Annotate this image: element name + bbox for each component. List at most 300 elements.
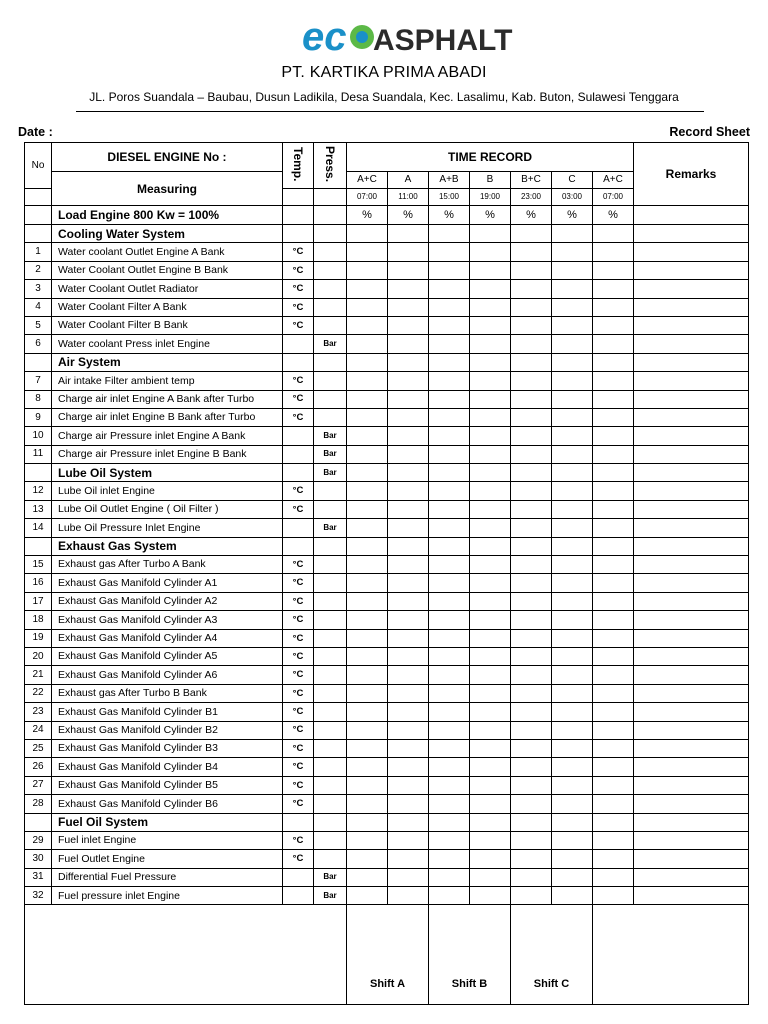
reading-cell[interactable] (429, 684, 470, 702)
reading-cell[interactable] (593, 427, 634, 445)
load-percent-cell[interactable]: % (429, 206, 470, 225)
reading-cell[interactable] (429, 316, 470, 334)
reading-cell[interactable] (552, 298, 593, 316)
reading-cell[interactable] (470, 298, 511, 316)
reading-cell[interactable] (388, 243, 429, 261)
reading-cell[interactable] (347, 721, 388, 739)
reading-cell[interactable] (470, 261, 511, 279)
reading-cell[interactable] (593, 703, 634, 721)
reading-cell[interactable] (429, 629, 470, 647)
reading-cell[interactable] (593, 739, 634, 757)
reading-cell[interactable] (429, 408, 470, 426)
reading-cell[interactable] (511, 703, 552, 721)
reading-cell[interactable] (593, 390, 634, 408)
remarks-cell[interactable] (634, 500, 749, 518)
reading-cell[interactable] (552, 390, 593, 408)
reading-cell[interactable] (388, 500, 429, 518)
reading-cell[interactable] (511, 611, 552, 629)
reading-cell[interactable] (470, 482, 511, 500)
reading-cell[interactable] (388, 445, 429, 463)
reading-cell[interactable] (470, 464, 511, 482)
reading-cell[interactable] (552, 537, 593, 555)
reading-cell[interactable] (429, 427, 470, 445)
reading-cell[interactable] (429, 647, 470, 665)
reading-cell[interactable] (470, 427, 511, 445)
reading-cell[interactable] (429, 868, 470, 886)
reading-cell[interactable] (511, 372, 552, 390)
reading-cell[interactable] (470, 831, 511, 849)
remarks-cell[interactable] (634, 813, 749, 831)
reading-cell[interactable] (429, 464, 470, 482)
reading-cell[interactable] (593, 684, 634, 702)
remarks-cell[interactable] (634, 611, 749, 629)
reading-cell[interactable] (347, 464, 388, 482)
reading-cell[interactable] (388, 758, 429, 776)
reading-cell[interactable] (388, 647, 429, 665)
remarks-cell[interactable] (634, 629, 749, 647)
remarks-cell[interactable] (634, 206, 749, 225)
reading-cell[interactable] (511, 666, 552, 684)
reading-cell[interactable] (593, 408, 634, 426)
reading-cell[interactable] (429, 574, 470, 592)
reading-cell[interactable] (470, 611, 511, 629)
reading-cell[interactable] (429, 850, 470, 868)
reading-cell[interactable] (388, 813, 429, 831)
reading-cell[interactable] (552, 243, 593, 261)
reading-cell[interactable] (552, 280, 593, 298)
reading-cell[interactable] (511, 225, 552, 243)
reading-cell[interactable] (593, 225, 634, 243)
reading-cell[interactable] (552, 556, 593, 574)
reading-cell[interactable] (470, 519, 511, 537)
reading-cell[interactable] (552, 758, 593, 776)
reading-cell[interactable] (552, 500, 593, 518)
reading-cell[interactable] (552, 647, 593, 665)
reading-cell[interactable] (388, 464, 429, 482)
reading-cell[interactable] (388, 537, 429, 555)
remarks-cell[interactable] (634, 592, 749, 610)
reading-cell[interactable] (429, 482, 470, 500)
reading-cell[interactable] (552, 225, 593, 243)
reading-cell[interactable] (593, 464, 634, 482)
reading-cell[interactable] (347, 556, 388, 574)
reading-cell[interactable] (552, 868, 593, 886)
reading-cell[interactable] (593, 574, 634, 592)
reading-cell[interactable] (552, 353, 593, 371)
reading-cell[interactable] (511, 261, 552, 279)
reading-cell[interactable] (347, 795, 388, 813)
reading-cell[interactable] (552, 666, 593, 684)
reading-cell[interactable] (593, 666, 634, 684)
remarks-cell[interactable] (634, 868, 749, 886)
reading-cell[interactable] (593, 795, 634, 813)
reading-cell[interactable] (388, 739, 429, 757)
reading-cell[interactable] (347, 813, 388, 831)
reading-cell[interactable] (593, 316, 634, 334)
load-percent-cell[interactable]: % (470, 206, 511, 225)
reading-cell[interactable] (347, 225, 388, 243)
reading-cell[interactable] (593, 353, 634, 371)
reading-cell[interactable] (593, 629, 634, 647)
reading-cell[interactable] (429, 500, 470, 518)
reading-cell[interactable] (593, 592, 634, 610)
reading-cell[interactable] (470, 592, 511, 610)
reading-cell[interactable] (552, 464, 593, 482)
reading-cell[interactable] (470, 372, 511, 390)
reading-cell[interactable] (429, 372, 470, 390)
remarks-cell[interactable] (634, 556, 749, 574)
reading-cell[interactable] (511, 243, 552, 261)
reading-cell[interactable] (470, 776, 511, 794)
reading-cell[interactable] (511, 684, 552, 702)
reading-cell[interactable] (593, 500, 634, 518)
reading-cell[interactable] (429, 519, 470, 537)
reading-cell[interactable] (470, 574, 511, 592)
reading-cell[interactable] (470, 556, 511, 574)
load-percent-cell[interactable]: % (347, 206, 388, 225)
reading-cell[interactable] (470, 868, 511, 886)
reading-cell[interactable] (388, 795, 429, 813)
remarks-cell[interactable] (634, 758, 749, 776)
reading-cell[interactable] (470, 353, 511, 371)
reading-cell[interactable] (552, 813, 593, 831)
remarks-cell[interactable] (634, 353, 749, 371)
reading-cell[interactable] (347, 372, 388, 390)
reading-cell[interactable] (429, 666, 470, 684)
reading-cell[interactable] (388, 850, 429, 868)
load-percent-cell[interactable]: % (593, 206, 634, 225)
reading-cell[interactable] (470, 666, 511, 684)
reading-cell[interactable] (388, 353, 429, 371)
reading-cell[interactable] (552, 776, 593, 794)
reading-cell[interactable] (511, 353, 552, 371)
reading-cell[interactable] (470, 758, 511, 776)
reading-cell[interactable] (470, 243, 511, 261)
reading-cell[interactable] (511, 408, 552, 426)
reading-cell[interactable] (429, 592, 470, 610)
remarks-cell[interactable] (634, 372, 749, 390)
reading-cell[interactable] (429, 831, 470, 849)
reading-cell[interactable] (388, 390, 429, 408)
reading-cell[interactable] (593, 243, 634, 261)
reading-cell[interactable] (511, 647, 552, 665)
reading-cell[interactable] (511, 280, 552, 298)
reading-cell[interactable] (388, 298, 429, 316)
reading-cell[interactable] (429, 758, 470, 776)
reading-cell[interactable] (511, 813, 552, 831)
reading-cell[interactable] (347, 353, 388, 371)
reading-cell[interactable] (552, 519, 593, 537)
reading-cell[interactable] (511, 556, 552, 574)
reading-cell[interactable] (470, 335, 511, 353)
remarks-cell[interactable] (634, 887, 749, 905)
reading-cell[interactable] (552, 445, 593, 463)
reading-cell[interactable] (470, 629, 511, 647)
reading-cell[interactable] (388, 261, 429, 279)
reading-cell[interactable] (511, 721, 552, 739)
reading-cell[interactable] (511, 850, 552, 868)
reading-cell[interactable] (388, 482, 429, 500)
reading-cell[interactable] (552, 316, 593, 334)
reading-cell[interactable] (429, 813, 470, 831)
reading-cell[interactable] (552, 887, 593, 905)
reading-cell[interactable] (347, 703, 388, 721)
reading-cell[interactable] (511, 298, 552, 316)
reading-cell[interactable] (388, 703, 429, 721)
reading-cell[interactable] (511, 500, 552, 518)
reading-cell[interactable] (511, 482, 552, 500)
reading-cell[interactable] (347, 758, 388, 776)
reading-cell[interactable] (511, 574, 552, 592)
reading-cell[interactable] (511, 592, 552, 610)
reading-cell[interactable] (470, 813, 511, 831)
reading-cell[interactable] (429, 776, 470, 794)
reading-cell[interactable] (593, 372, 634, 390)
reading-cell[interactable] (347, 776, 388, 794)
reading-cell[interactable] (347, 739, 388, 757)
reading-cell[interactable] (552, 482, 593, 500)
remarks-cell[interactable] (634, 464, 749, 482)
reading-cell[interactable] (347, 868, 388, 886)
reading-cell[interactable] (388, 721, 429, 739)
reading-cell[interactable] (388, 592, 429, 610)
reading-cell[interactable] (552, 372, 593, 390)
reading-cell[interactable] (552, 592, 593, 610)
reading-cell[interactable] (511, 464, 552, 482)
reading-cell[interactable] (388, 831, 429, 849)
reading-cell[interactable] (347, 887, 388, 905)
remarks-cell[interactable] (634, 684, 749, 702)
reading-cell[interactable] (388, 629, 429, 647)
reading-cell[interactable] (511, 427, 552, 445)
remarks-cell[interactable] (634, 408, 749, 426)
reading-cell[interactable] (388, 225, 429, 243)
reading-cell[interactable] (347, 390, 388, 408)
reading-cell[interactable] (429, 537, 470, 555)
reading-cell[interactable] (552, 721, 593, 739)
reading-cell[interactable] (429, 298, 470, 316)
reading-cell[interactable] (552, 335, 593, 353)
reading-cell[interactable] (511, 537, 552, 555)
reading-cell[interactable] (429, 225, 470, 243)
remarks-cell[interactable] (634, 298, 749, 316)
remarks-cell[interactable] (634, 831, 749, 849)
remarks-cell[interactable] (634, 647, 749, 665)
reading-cell[interactable] (347, 298, 388, 316)
reading-cell[interactable] (429, 611, 470, 629)
reading-cell[interactable] (511, 739, 552, 757)
reading-cell[interactable] (470, 850, 511, 868)
reading-cell[interactable] (593, 445, 634, 463)
reading-cell[interactable] (470, 703, 511, 721)
reading-cell[interactable] (552, 629, 593, 647)
reading-cell[interactable] (429, 739, 470, 757)
remarks-cell[interactable] (634, 795, 749, 813)
reading-cell[interactable] (470, 408, 511, 426)
reading-cell[interactable] (593, 647, 634, 665)
reading-cell[interactable] (593, 519, 634, 537)
reading-cell[interactable] (470, 684, 511, 702)
reading-cell[interactable] (347, 629, 388, 647)
reading-cell[interactable] (429, 261, 470, 279)
reading-cell[interactable] (429, 887, 470, 905)
reading-cell[interactable] (347, 850, 388, 868)
remarks-cell[interactable] (634, 225, 749, 243)
reading-cell[interactable] (347, 243, 388, 261)
reading-cell[interactable] (347, 684, 388, 702)
reading-cell[interactable] (347, 482, 388, 500)
reading-cell[interactable] (593, 887, 634, 905)
reading-cell[interactable] (470, 316, 511, 334)
reading-cell[interactable] (552, 574, 593, 592)
reading-cell[interactable] (429, 445, 470, 463)
reading-cell[interactable] (511, 519, 552, 537)
reading-cell[interactable] (470, 390, 511, 408)
reading-cell[interactable] (388, 574, 429, 592)
reading-cell[interactable] (347, 335, 388, 353)
remarks-cell[interactable] (634, 280, 749, 298)
reading-cell[interactable] (388, 666, 429, 684)
reading-cell[interactable] (347, 831, 388, 849)
remarks-cell[interactable] (634, 519, 749, 537)
reading-cell[interactable] (593, 868, 634, 886)
remarks-cell[interactable] (634, 666, 749, 684)
remarks-cell[interactable] (634, 850, 749, 868)
reading-cell[interactable] (511, 629, 552, 647)
reading-cell[interactable] (470, 225, 511, 243)
reading-cell[interactable] (593, 776, 634, 794)
reading-cell[interactable] (470, 280, 511, 298)
reading-cell[interactable] (470, 721, 511, 739)
reading-cell[interactable] (347, 519, 388, 537)
reading-cell[interactable] (429, 335, 470, 353)
reading-cell[interactable] (388, 280, 429, 298)
reading-cell[interactable] (347, 647, 388, 665)
shift-signature-2[interactable]: Shift B (429, 905, 511, 1005)
reading-cell[interactable] (593, 758, 634, 776)
reading-cell[interactable] (593, 813, 634, 831)
reading-cell[interactable] (593, 556, 634, 574)
remarks-cell[interactable] (634, 537, 749, 555)
reading-cell[interactable] (470, 537, 511, 555)
reading-cell[interactable] (511, 335, 552, 353)
reading-cell[interactable] (388, 372, 429, 390)
reading-cell[interactable] (470, 647, 511, 665)
reading-cell[interactable] (388, 519, 429, 537)
reading-cell[interactable] (429, 390, 470, 408)
reading-cell[interactable] (429, 353, 470, 371)
reading-cell[interactable] (552, 831, 593, 849)
reading-cell[interactable] (388, 408, 429, 426)
reading-cell[interactable] (511, 758, 552, 776)
remarks-cell[interactable] (634, 335, 749, 353)
reading-cell[interactable] (388, 335, 429, 353)
reading-cell[interactable] (552, 427, 593, 445)
reading-cell[interactable] (347, 280, 388, 298)
reading-cell[interactable] (429, 721, 470, 739)
reading-cell[interactable] (511, 316, 552, 334)
signature-area[interactable] (593, 905, 749, 1005)
load-percent-cell[interactable]: % (552, 206, 593, 225)
reading-cell[interactable] (388, 611, 429, 629)
reading-cell[interactable] (470, 739, 511, 757)
reading-cell[interactable] (552, 261, 593, 279)
reading-cell[interactable] (347, 574, 388, 592)
reading-cell[interactable] (593, 721, 634, 739)
reading-cell[interactable] (388, 887, 429, 905)
reading-cell[interactable] (593, 261, 634, 279)
remarks-cell[interactable] (634, 739, 749, 757)
remarks-cell[interactable] (634, 574, 749, 592)
reading-cell[interactable] (429, 243, 470, 261)
reading-cell[interactable] (593, 280, 634, 298)
remarks-cell[interactable] (634, 261, 749, 279)
reading-cell[interactable] (511, 390, 552, 408)
remarks-cell[interactable] (634, 776, 749, 794)
reading-cell[interactable] (552, 611, 593, 629)
signature-area[interactable] (25, 905, 347, 1005)
reading-cell[interactable] (347, 500, 388, 518)
reading-cell[interactable] (470, 887, 511, 905)
reading-cell[interactable] (593, 298, 634, 316)
remarks-cell[interactable] (634, 445, 749, 463)
reading-cell[interactable] (552, 795, 593, 813)
remarks-cell[interactable] (634, 721, 749, 739)
load-percent-cell[interactable]: % (511, 206, 552, 225)
remarks-cell[interactable] (634, 703, 749, 721)
reading-cell[interactable] (388, 556, 429, 574)
reading-cell[interactable] (511, 776, 552, 794)
reading-cell[interactable] (552, 408, 593, 426)
reading-cell[interactable] (511, 868, 552, 886)
reading-cell[interactable] (347, 316, 388, 334)
reading-cell[interactable] (511, 831, 552, 849)
reading-cell[interactable] (552, 684, 593, 702)
reading-cell[interactable] (429, 795, 470, 813)
reading-cell[interactable] (388, 684, 429, 702)
reading-cell[interactable] (429, 556, 470, 574)
reading-cell[interactable] (593, 335, 634, 353)
reading-cell[interactable] (388, 427, 429, 445)
reading-cell[interactable] (593, 611, 634, 629)
reading-cell[interactable] (593, 850, 634, 868)
remarks-cell[interactable] (634, 243, 749, 261)
reading-cell[interactable] (347, 592, 388, 610)
reading-cell[interactable] (347, 427, 388, 445)
shift-signature-3[interactable]: Shift C (511, 905, 593, 1005)
remarks-cell[interactable] (634, 482, 749, 500)
reading-cell[interactable] (470, 500, 511, 518)
reading-cell[interactable] (429, 280, 470, 298)
reading-cell[interactable] (593, 831, 634, 849)
reading-cell[interactable] (552, 703, 593, 721)
reading-cell[interactable] (347, 666, 388, 684)
reading-cell[interactable] (388, 868, 429, 886)
reading-cell[interactable] (470, 795, 511, 813)
reading-cell[interactable] (347, 611, 388, 629)
reading-cell[interactable] (347, 537, 388, 555)
load-percent-cell[interactable]: % (388, 206, 429, 225)
reading-cell[interactable] (347, 445, 388, 463)
remarks-cell[interactable] (634, 316, 749, 334)
reading-cell[interactable] (347, 261, 388, 279)
reading-cell[interactable] (511, 887, 552, 905)
reading-cell[interactable] (347, 408, 388, 426)
remarks-cell[interactable] (634, 390, 749, 408)
reading-cell[interactable] (552, 850, 593, 868)
reading-cell[interactable] (593, 482, 634, 500)
remarks-cell[interactable] (634, 427, 749, 445)
